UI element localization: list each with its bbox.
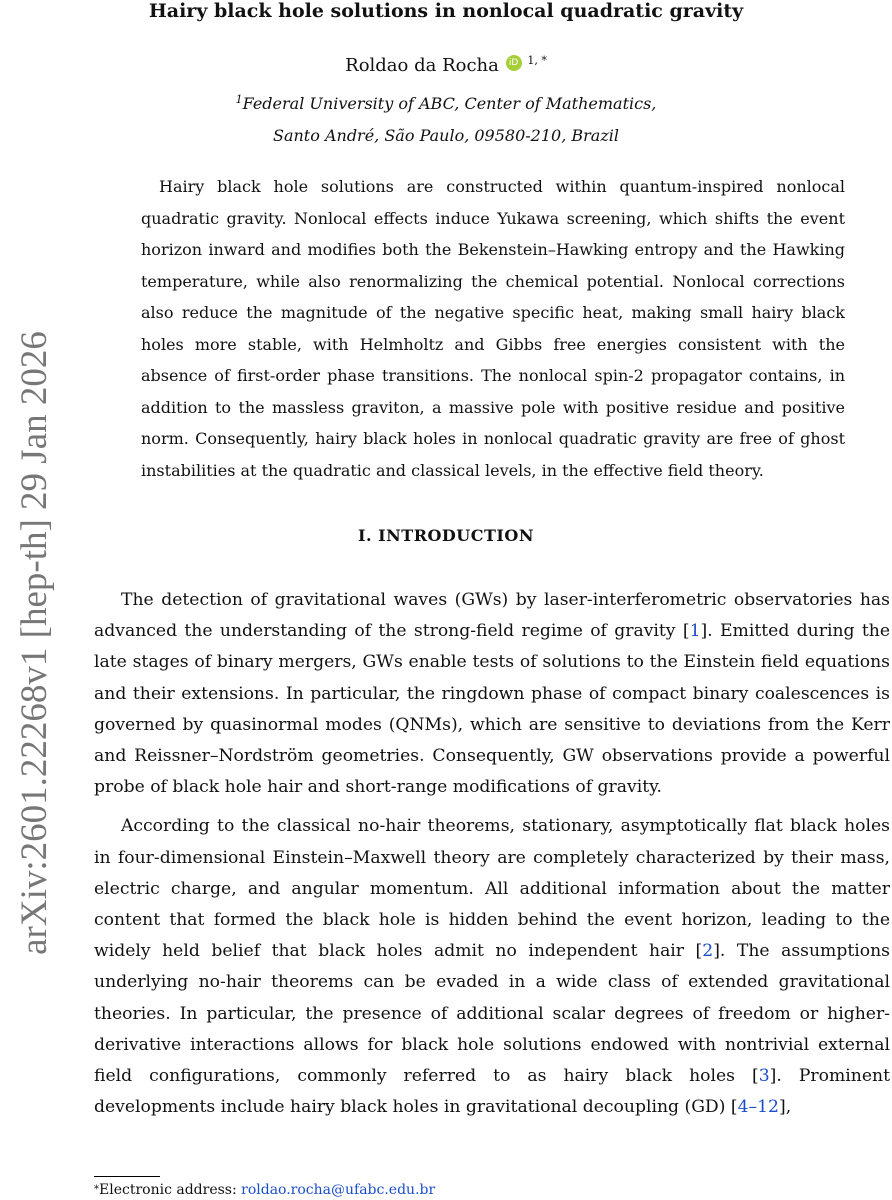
footnote-label: Electronic address: bbox=[99, 1182, 242, 1198]
abstract bbox=[141, 171, 845, 486]
footnote bbox=[94, 1181, 435, 1199]
affiliation-line-1: $^1$Federal University of ABC, Center of Mathematics, bbox=[235, 93, 657, 113]
author-name: Roldao da Rocha bbox=[345, 55, 499, 76]
citation-link[interactable]: 4–12 bbox=[737, 1097, 779, 1118]
author-affiliation-mark[interactable]: 1, * bbox=[527, 54, 547, 67]
paragraph-1: The detection of gravitational waves (GWs) by laser-interferometric observatories has advanced the understanding of the strong-field regime of gravity [1]. Emitted during the late stages of binary mergers, GWs enable tests of solutions to the Einstein field equations and their extensions. In particular, the ringdown phase of compact binary coalescences is governed by quasinormal modes (QNMs), which are sensitive to deviations from the Kerr and Reissner–Nordström geometries. Consequently, GW observations provide a powerful probe of black hole hair and short-range modifications of gravity. bbox=[94, 590, 890, 798]
affiliation-mark: 1 bbox=[235, 93, 243, 106]
citation-link[interactable]: 3 bbox=[758, 1066, 770, 1087]
abstract-text: Hairy black hole solutions are constructed within quantum-inspired nonlocal quadratic gravity. Nonlocal effects induce Yukawa screening, which shifts the event horizon inward and modifies both the Bekenstein–Hawking entropy and the Hawking temperature, while also renormalizing the chemical potential. Nonlocal corrections also reduce the magnitude of the negative specific heat, making small hairy black holes more stable, with Helmholtz and Gibbs free energies consistent with the absence of first-order phase transitions. The nonlocal spin-2 propagator contains, in addition to the massless graviton, a massive pole with positive residue and positive norm. Consequently, hairy black holes in nonlocal quadratic gravity are free of ghost instabilities at the quadratic and classical levels, in the effective field theory. bbox=[141, 177, 845, 480]
paragraph-2: According to the classical no-hair theorems, stationary, asymptotically flat black holes in four-dimensional Einstein–Maxwell theory are completely characterized by their mass, electric charge, and angular momentum. All additional information about the matter content that formed the black hole is hidden behind the event horizon, leading to the widely held belief that black holes admit no independent hair [2]. The assumptions underlying no-hair theorems can be evaded in a wide class of extended gravitational theories. In particular, the presence of additional scalar degrees of freedom or higher-derivative interactions allows for black hole solutions endowed with nontrivial external field configurations, commonly referred to as hairy black holes [3]. Prominent developments include hairy black holes in gravitational decoupling (GD) [4–12], bbox=[94, 816, 890, 1118]
footnote-mark: * bbox=[94, 1184, 99, 1195]
footnote-divider bbox=[94, 1176, 160, 1177]
affiliation-line-2: Santo André, São Paulo, 09580-210, Brazil bbox=[273, 126, 619, 145]
citation-link[interactable]: 1 bbox=[689, 621, 701, 642]
paper-title: Hairy black hole solutions in nonlocal quadratic gravity bbox=[148, 0, 744, 22]
introduction-body bbox=[94, 585, 890, 1123]
email-link[interactable]: roldao.rocha@ufabc.edu.br bbox=[241, 1182, 436, 1198]
author-line bbox=[0, 54, 892, 78]
arxiv-identifier-sidebar: arXiv:2601.22268v1 [hep-th] 29 Jan 2026 bbox=[14, 331, 55, 955]
citation-link[interactable]: 2 bbox=[702, 941, 714, 962]
orcid-icon[interactable]: iD bbox=[506, 55, 522, 71]
section-heading-introduction: I. INTRODUCTION bbox=[358, 526, 534, 545]
